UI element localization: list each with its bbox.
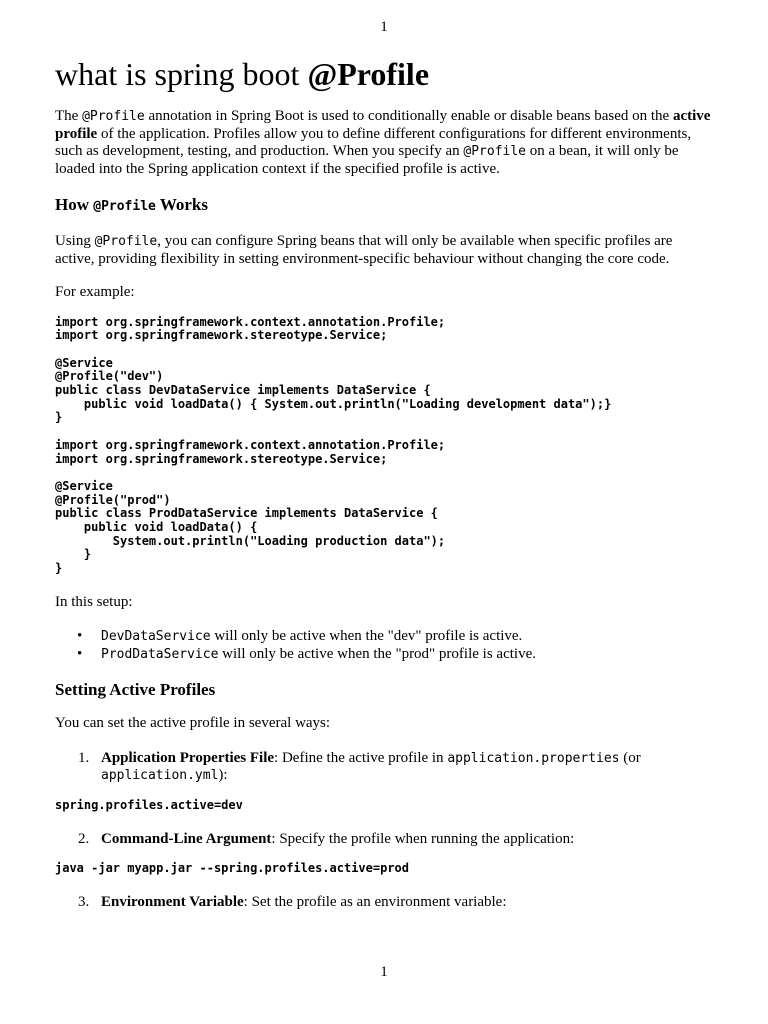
code-block-command-line: java -jar myapp.jar --spring.profiles.active=prod xyxy=(55,861,410,876)
document-body xyxy=(55,56,715,911)
setting-intro: You can set the active profile in several ways: xyxy=(55,715,331,732)
list-item: • DevDataService will only be active when the "dev" profile is active. xyxy=(77,628,523,645)
list-item: 3. Environment Variable: Set the profile as an environment variable: xyxy=(78,893,507,910)
code-block-properties: spring.profiles.active=dev xyxy=(55,797,243,812)
how-heading: How @Profile Works xyxy=(55,195,208,214)
list-item: 2. Command-Line Argument: Specify the profile when running the application: xyxy=(78,830,575,847)
code-block-profile-example: import org.springframework.context.annotation.Profile; import org.springframework.stereotype.Service; @Service @Profile("dev") public class DevDataService implements DataService { public void loadData() { System.out.println("Loading development data");} } import org.springframework.context.annotation.Profile; import org.springframework.stereotype.Service; @Service @Profile("prod") public class ProdDataService implements DataService { public void loadData() { System.out.println("Loading production data"); } } xyxy=(55,314,612,576)
setup-list xyxy=(55,628,715,663)
setting-list-3 xyxy=(55,894,715,912)
page-number-top: 1 xyxy=(380,19,388,35)
bullet-icon: • xyxy=(77,628,83,645)
intro-paragraph: The @Profile annotation in Spring Boot is used to conditionally enable or disable beans based on the active profile of the application. Profiles allow you to define different configurations for different environments, such as development, testing, and production. When you specify an @Profile on a bean, it will only be loaded into the Spring application context if the specified profile is active. xyxy=(55,108,711,177)
list-item: 1. Application Properties File: Define the active profile in application.properties (or application.yml): xyxy=(78,749,641,784)
page-number-bottom: 1 xyxy=(380,964,388,980)
example-label: For example: xyxy=(55,284,135,300)
setting-list-1 xyxy=(55,750,715,785)
bullet-icon: • xyxy=(77,645,83,662)
inline-code: @Profile xyxy=(94,234,158,249)
how-paragraph: Using @Profile, you can configure Spring beans that will only be available when specific profiles are active, providing flexibility in setting environment-specific behaviour without changing the core code. xyxy=(55,233,673,267)
list-item: • ProdDataService will only be active when the "prod" profile is active. xyxy=(77,645,536,662)
setting-list-2 xyxy=(55,831,715,849)
inline-code: @Profile xyxy=(82,109,145,124)
setup-label: In this setup: xyxy=(55,593,133,610)
page-title: what is spring boot @Profile xyxy=(55,56,430,92)
inline-code: @Profile xyxy=(463,144,527,159)
setting-heading: Setting Active Profiles xyxy=(55,680,216,700)
